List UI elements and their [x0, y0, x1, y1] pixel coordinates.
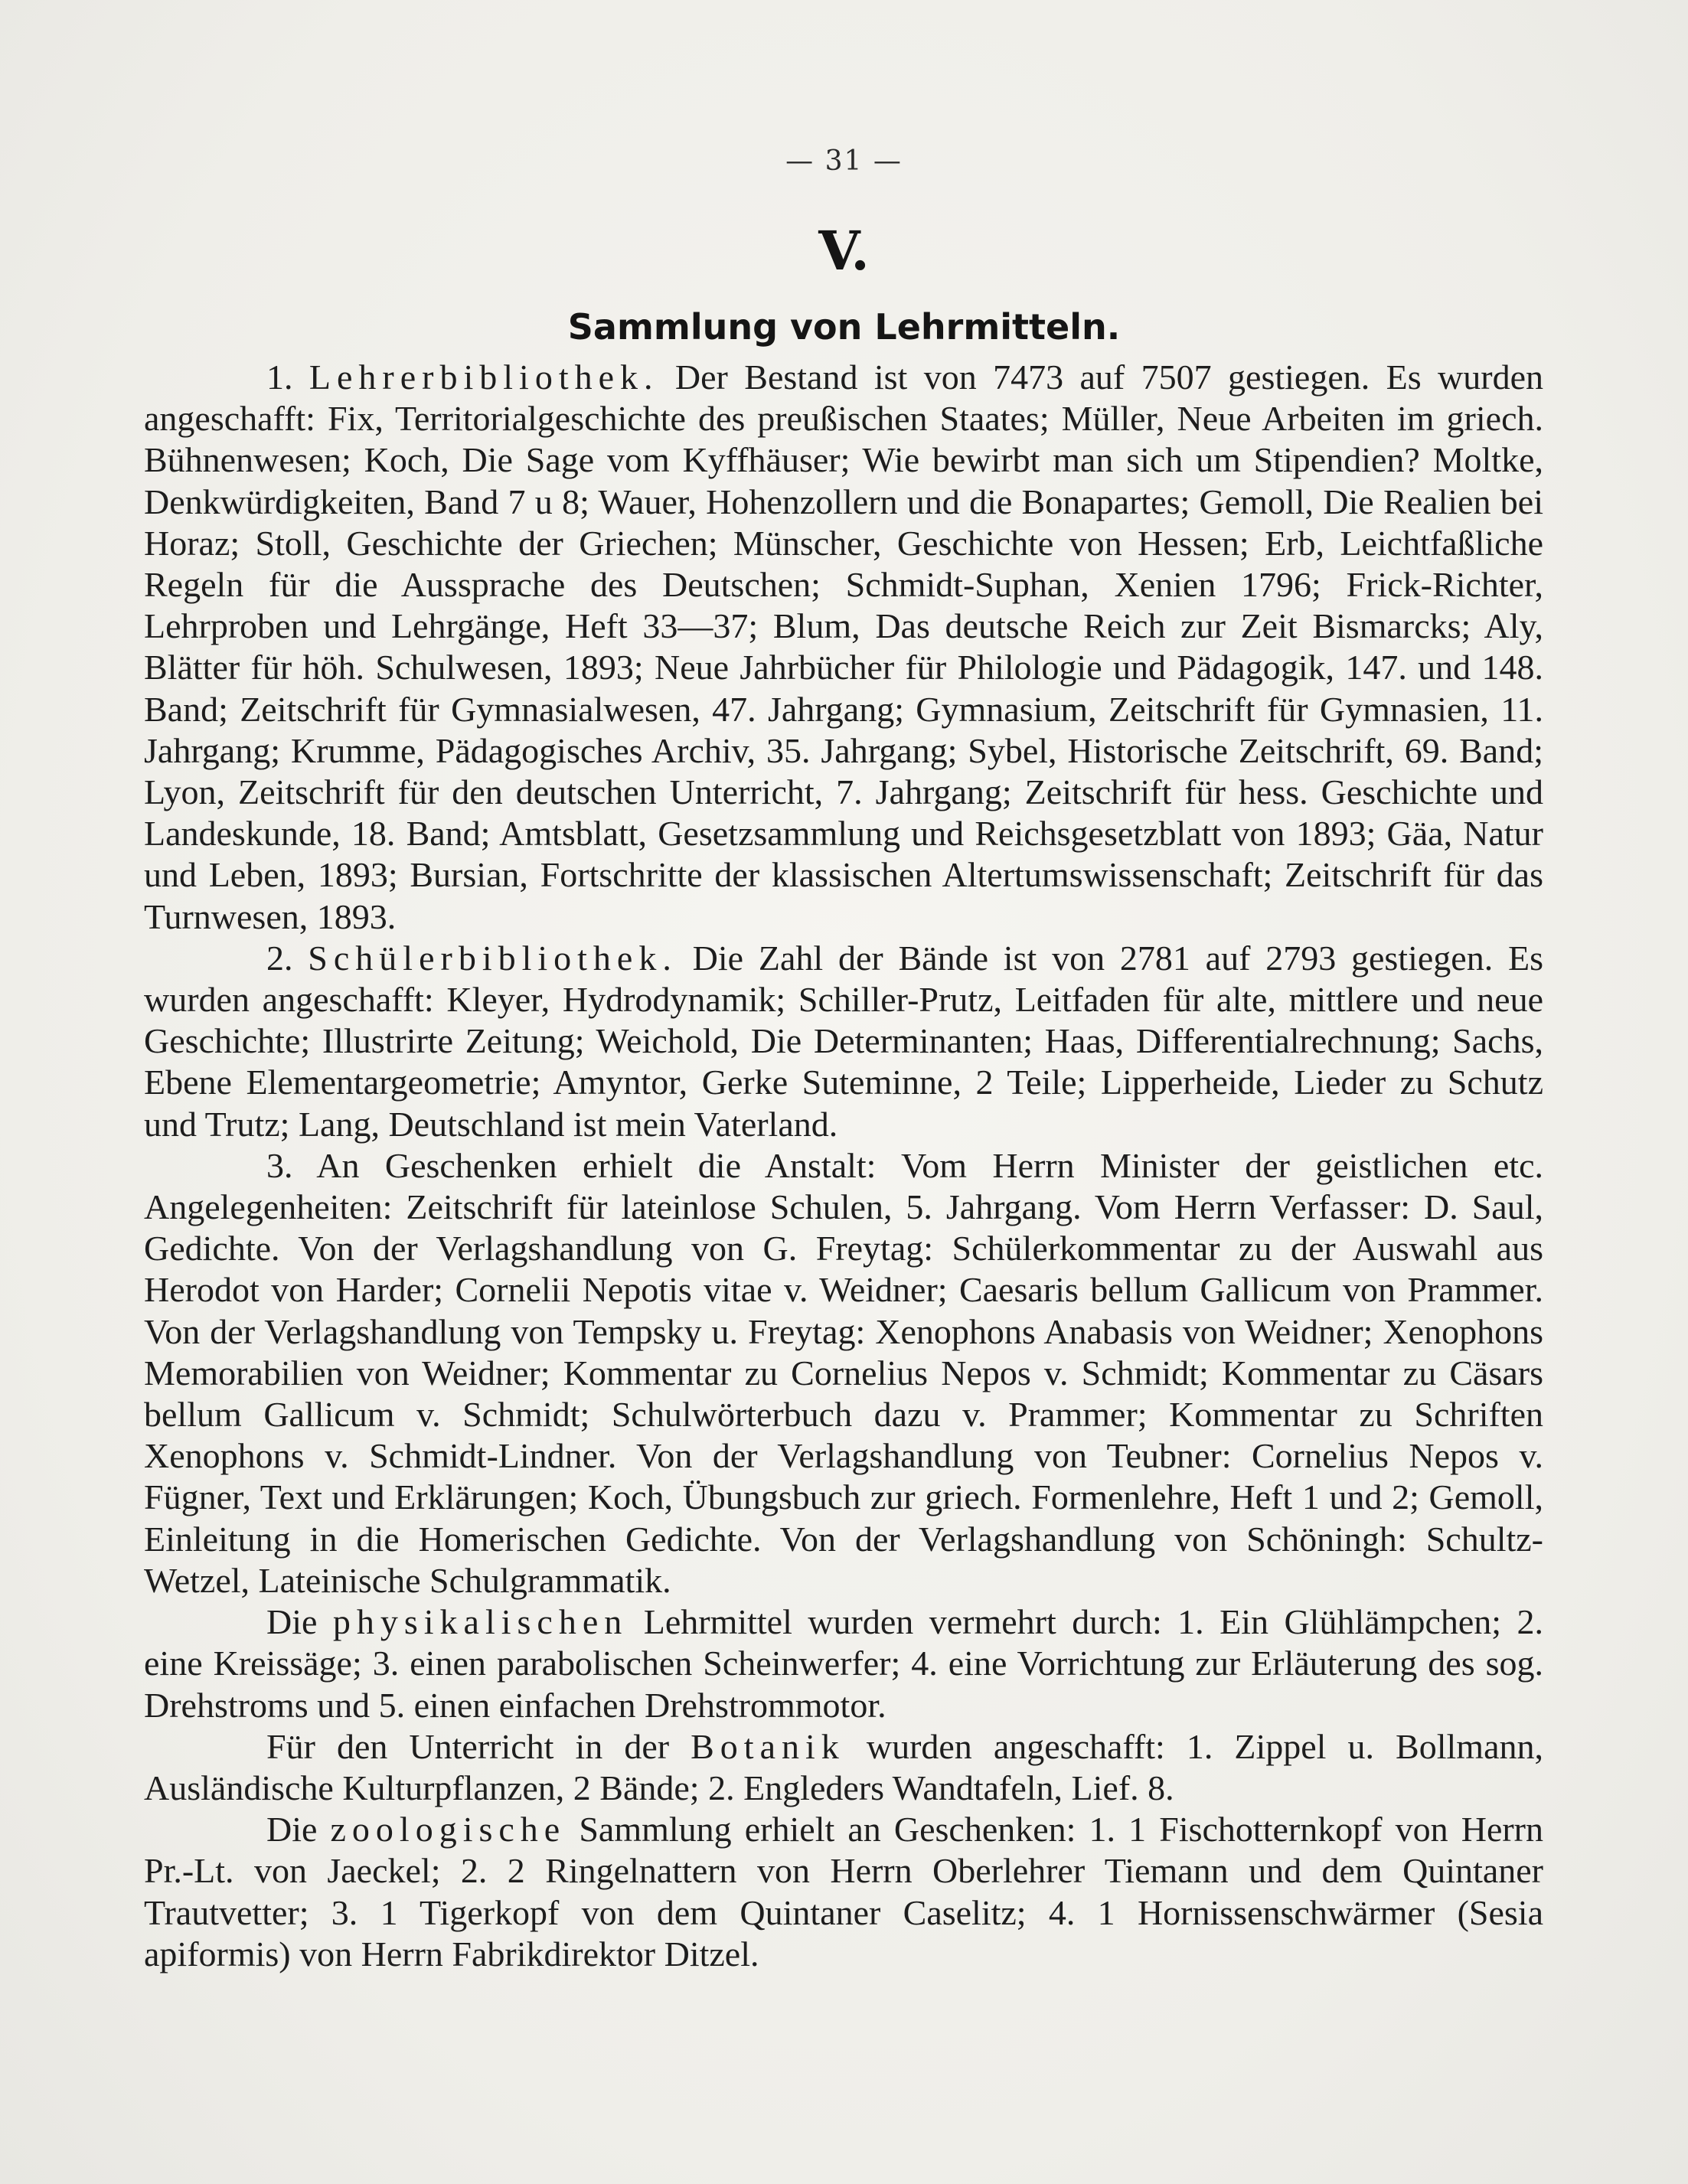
- paragraph-heading-spaced: Botanik: [691, 1726, 845, 1766]
- paragraph-botanik: [144, 1726, 1543, 1809]
- paragraph-text: wurden angeschafft: 1. Zippel u. Bollmann, Ausländische Kulturpflanzen, 2 Bände; 2. Engleders Wandtafeln, Lief. 8.: [144, 1726, 1544, 1807]
- paragraph-text: Lehrmittel wurden vermehrt durch: 1. Ein Glühlämpchen; 2. eine Kreissäge; 3. einen parabolischen Scheinwerfer; 4. eine Vorrichtung zur Erläuterung des sog. Drehstroms und 5. einen einfachen Drehstrommotor.: [144, 1602, 1544, 1725]
- paragraph-lead: Die: [266, 1810, 331, 1849]
- paragraph-schuelerbibliothek: [144, 938, 1543, 1145]
- paragraph-lehrerbibliothek: [144, 357, 1543, 938]
- body-text: [144, 357, 1543, 1975]
- paragraph-heading-spaced: physikalischen: [332, 1602, 629, 1642]
- paragraph-lead: 2.: [266, 938, 309, 978]
- paragraph-heading-spaced: zoologische: [330, 1810, 566, 1849]
- paragraph-zoologie: [144, 1809, 1543, 1975]
- page-number: — 31 —: [785, 145, 903, 177]
- paragraph-lead: 1.: [266, 357, 309, 397]
- paragraph-text: Der Bestand ist von 7473 auf 7507 gestiegen. Es wurden angeschafft: Fix, Territorialgeschichte des preußischen Staates; Müller, Neue Arbeiten im griech. Bühnenwesen; Koch, Die Sage vom Kyffhäuser; Wie bewirbt man sich um Stipendien? Moltke, Denkwürdigkeiten, Band 7 u 8; Wauer, Hohenzollern und die Bonapartes; Gemoll, Die Realien bei Horaz; Stoll, Geschichte der Griechen; Münscher, Geschichte von Hessen; Erb, Leichtfaßliche Regeln für die Aussprache des Deutschen; Schmidt-Suphan, Xenien 1796; Frick-Richter, Lehrproben und Lehrgänge, Heft 33—37; Blum, Das deutsche Reich zur Zeit Bismarcks; Aly, Blätter für höh. Schulwesen, 1893; Neue Jahrbücher für Philologie und Pädagogik, 147. und 148. Band; Zeitschrift für Gymnasialwesen, 47. Jahrgang; Gymnasium, Zeitschrift für Gymnasien, 11. Jahrgang; Krumme, Pädagogisches Archiv, 35. Jahrgang; Sybel, Historische Zeitschrift, 69. Band; Lyon, Zeitschrift für den deutschen Unterricht, 7. Jahrgang; Zeitschrift für hess. Geschichte und Landeskunde, 18. Band; Amtsblatt, Gesetzsammlung und Reichsgesetzblatt von 1893; Gäa, Natur und Leben, 1893; Bursian, Fortschritte der klassischen Altertumswissenschaft; Zeitschrift für das Turnwesen, 1893.: [144, 357, 1543, 936]
- paragraph-heading-spaced: Lehrerbibliothek.: [309, 357, 659, 397]
- paragraph-geschenke: [144, 1145, 1543, 1601]
- paragraph-heading-spaced: Schülerbibliothek.: [308, 938, 677, 978]
- paragraph-text: Die Zahl der Bände ist von 2781 auf 2793 gestiegen. Es wurden angeschafft: Kleyer, Hydrodynamik; Schiller-Prutz, Leitfaden für alte, mittlere und neue Geschichte; Illustrirte Zeitung; Weichold, Die Determinanten; Haas, Differentialrechnung; Sachs, Ebene Elementargeometrie; Amyntor, Gerke Suteminne, 2 Teile; Lipperheide, Lieder zu Schutz und Trutz; Lang, Deutschland ist mein Vaterland.: [144, 938, 1543, 1144]
- section-title: Sammlung von Lehrmitteln.: [567, 306, 1121, 348]
- paragraph-lead: Die: [266, 1602, 333, 1642]
- paragraph-text: Vom Herrn Minister der geistlichen etc. Angelegenheiten: Zeitschrift für lateinlose Schulen, 5. Jahrgang. Vom Herrn Verfasser: D. Saul, Gedichte. Von der Verlagshandlung von G. Freytag: Schülerkommentar zu der Auswahl aus Herodot von Harder; Cornelii Nepotis vitae v. Weidner; Caesaris bellum Gallicum von Prammer. Von der Verlagshandlung von Tempsky u. Freytag: Xenophons Anabasis von Weidner; Xenophons Memorabilien von Weidner; Kommentar zu Cornelius Nepos v. Schmidt; Kommentar zu Cäsars bellum Gallicum v. Schmidt; Schulwörterbuch dazu v. Prammer; Kommentar zu Schriften Xenophons v. Schmidt-Lindner. Von der Verlagshandlung von Teubner: Cornelius Nepos v. Fügner, Text und Erklärungen; Koch, Übungsbuch zur griech. Formenlehre, Heft 1 und 2; Gemoll, Einleitung in die Homerischen Gedichte. Von der Verlagshandlung von Schöningh: Schultz-Wetzel, Lateinische Schulgrammatik.: [144, 1145, 1543, 1600]
- paragraph-text: Sammlung erhielt an Geschenken: 1. 1 Fischotternkopf von Herrn Pr.-Lt. von Jaeckel; 2. 2 Ringelnattern von Herrn Oberlehrer Tiemann und dem Quintaner Trautvetter; 3. 1 Tigerkopf von dem Quintaner Caselitz; 4. 1 Hornissenschwärmer (Sesia apiformis) von Herrn Fabrikdirektor Ditzel.: [144, 1810, 1543, 1973]
- section-numeral: V.: [818, 219, 870, 282]
- paragraph-lead: 3. An Geschenken erhielt die Anstalt:: [266, 1145, 901, 1185]
- paragraph-physik: [144, 1601, 1543, 1726]
- paragraph-lead: Für den Unterricht in der: [266, 1726, 691, 1766]
